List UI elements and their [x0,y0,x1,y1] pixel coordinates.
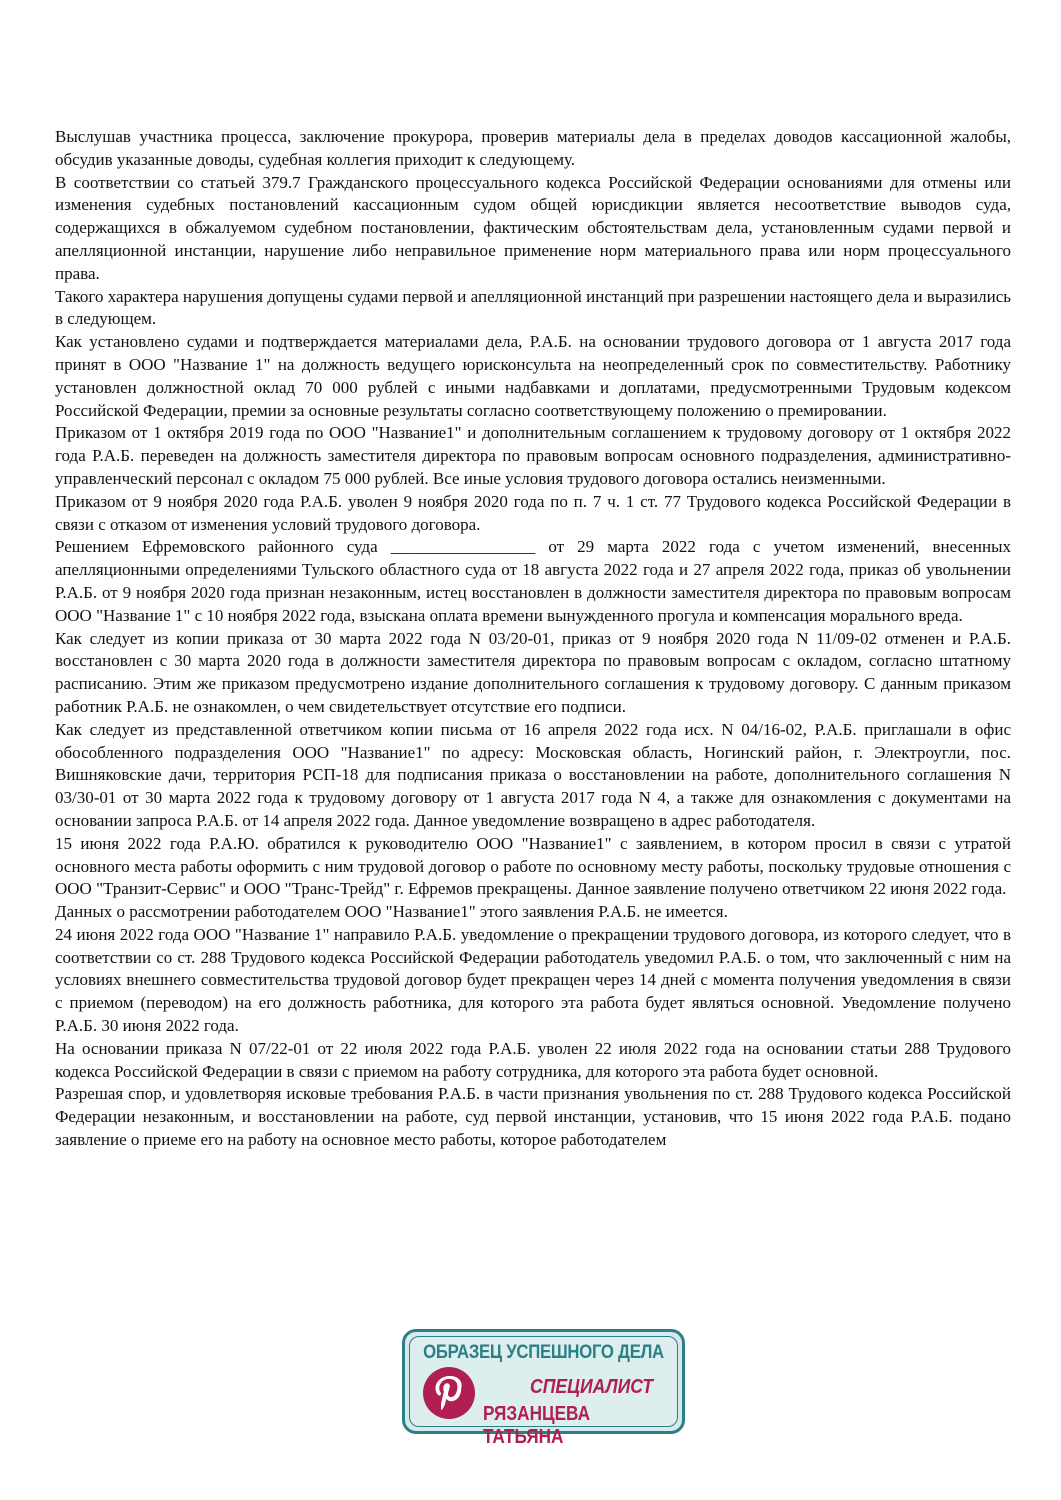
paragraph-11: Данных о рассмотрении работодателем ООО "Название1" этого заявления Р.А.Б. не имеется. [55,902,728,922]
paragraph-6: Приказом от 9 ноября 2020 года Р.А.Б. уволен 9 ноября 2020 года по п. 7 ч. 1 ст. 77 Трудового кодекса Российской Федерации в связи с отказом от изменения условий трудового договора. [55,491,1011,534]
paragraph-10: 15 июня 2022 года Р.А.Ю. обратился к руководителю ООО "Название1" с заявлением, в котором просил в связи с утратой основного места работы оформить с ним трудовой договор о работе по основному месту работы, поскольку трудовые отношения с ООО "Транзит-Сервис" и ООО "Транс-Трейд" г. Ефремов прекращены. Данное заявление получено ответчиком 22 июня 2022 года. [55,833,1011,899]
paragraph-12: 24 июня 2022 года ООО "Название 1" направило Р.А.Б. уведомление о прекращении трудового договора, из которого следует, что в соответствии со ст. 288 Трудового кодекса Российской Федерации работодатель уведомил Р.А.Б. о том, что заключенный с ним на условиях внешнего совместительства трудовой договор будет прекращен через 14 дней с момента получения уведомления в связи с приемом (переводом) на его должность работника, для которого эта работа будет являться основной. Уведомление получено Р.А.Б. 30 июня 2022 года. [55,924,1011,1036]
document-body [55,126,1011,1152]
stamp-specialist: СПЕЦИАЛИСТ [530,1376,654,1398]
paragraph-7: Решением Ефремовского районного суда _________________ от 29 марта 2022 года с учетом изменений, внесенных апелляционными определениями Тульского областного суда от 18 августа 2022 года и 27 апреля 2022 года, приказ об увольнении Р.А.Б. от 9 ноября 2020 года признан незаконным, истец восстановлен в должности заместителя директора по правовым вопросам ООО "Название 1" с 10 ноября 2022 года, взыскана оплата времени вынужденного прогула и компенсация морального вреда. [55,537,1011,625]
paragraph-3: Такого характера нарушения допущены судами первой и апелляционной инстанций при разрешении настоящего дела и выразились в следующем. [55,286,1011,329]
paragraph-1: Выслушав участника процесса, заключение прокурора, проверив материалы дела в пределах доводов кассационной жалобы, обсудив указанные доводы, судебная коллегия приходит к следующему. [55,127,1011,169]
stamp-name: РЯЗАНЦЕВА ТАТЬЯНА [483,1403,591,1448]
paragraph-14: Разрешая спор, и удовлетворяя исковые требования Р.А.Б. в части признания увольнения по ст. 288 Трудового кодекса Российской Федерации незаконным, и восстановлении на работе, суд первой инстанции, установив, что 15 июня 2022 года Р.А.Б. подано заявление о приеме его на работу на основное место работы, которое работодателем [55,1084,1011,1150]
success-case-stamp [402,1329,685,1448]
pinterest-icon [421,1365,477,1421]
paragraph-8: Как следует из копии приказа от 30 марта 2022 года N 03/20-01, приказ от 9 ноября 2020 года N 11/09-02 отменен и Р.А.Б. восстановлен с 30 марта 2020 года в должности заместителя директора по правовым вопросам с окладом, согласно штатному расписанию. Этим же приказом предусмотрено издание дополнительного соглашения к трудовому договору. С данным приказом работник Р.А.Б. не ознакомлен, о чем свидетельствует отсутствие его подписи. [55,628,1011,716]
paragraph-4: Как установлено судами и подтверждается материалами дела, Р.А.Б. на основании трудового договора от 1 августа 2017 года принят в ООО "Название 1" на должность ведущего юрисконсульта на неопределенный срок по совместительству. Работнику установлен должностной оклад 70 000 рублей с иными надбавками и доплатами, предусмотренными Трудовым кодексом Российской Федерации, премии за основные результаты согласно соответствующему положению о премировании. [55,332,1011,420]
stamp-title: ОБРАЗЕЦ УСПЕШНОГО ДЕЛА [423,1342,664,1363]
paragraph-5: Приказом от 1 октября 2019 года по ООО "Название1" и дополнительным соглашением к трудовому договору от 1 октября 2022 года Р.А.Б. переведен на должность заместителя директора по правовым вопросам основного подразделения, административно-управленческий персонал с окладом 75 000 рублей. Все иные условия трудового договора остались неизменными. [55,423,1011,488]
paragraph-13: На основании приказа N 07/22-01 от 22 июля 2022 года Р.А.Б. уволен 22 июля 2022 года на основании статьи 288 Трудового кодекса Российской Федерации в связи с приемом на работу сотрудника, для которого эта работа будет основной. [55,1038,1011,1081]
paragraph-2: В соответствии со статьей 379.7 Гражданского процессуального кодекса Российской Федерации основаниями для отмены или изменения судебных постановлений кассационным судом общей юрисдикции является несоответствие выводов суда, содержащихся в обжалуемом судебном постановлении, фактическим обстоятельствам дела, установленным судами первой и апелляционной инстанции, нарушение либо неправильное применение норм материального права или норм процессуального права. [55,172,1011,283]
paragraph-9: Как следует из представленной ответчиком копии письма от 16 апреля 2022 года исх. N 04/16-02, Р.А.Б. приглашали в офис обособленного подразделения ООО "Название1" по адресу: Московская область, Ногинский район, г. Электроугли, пос. Вишняковские дачи, территория РСП-18 для подписания приказа о восстановлении на работе, дополнительного соглашения N 03/30-01 от 30 марта 2022 года к трудовому договору от 1 августа 2017 года N 4, а также для ознакомления с документами на основании запроса Р.А.Б. от 14 апреля 2022 года. Данное уведомление возвращено в адрес работодателя. [55,719,1011,830]
